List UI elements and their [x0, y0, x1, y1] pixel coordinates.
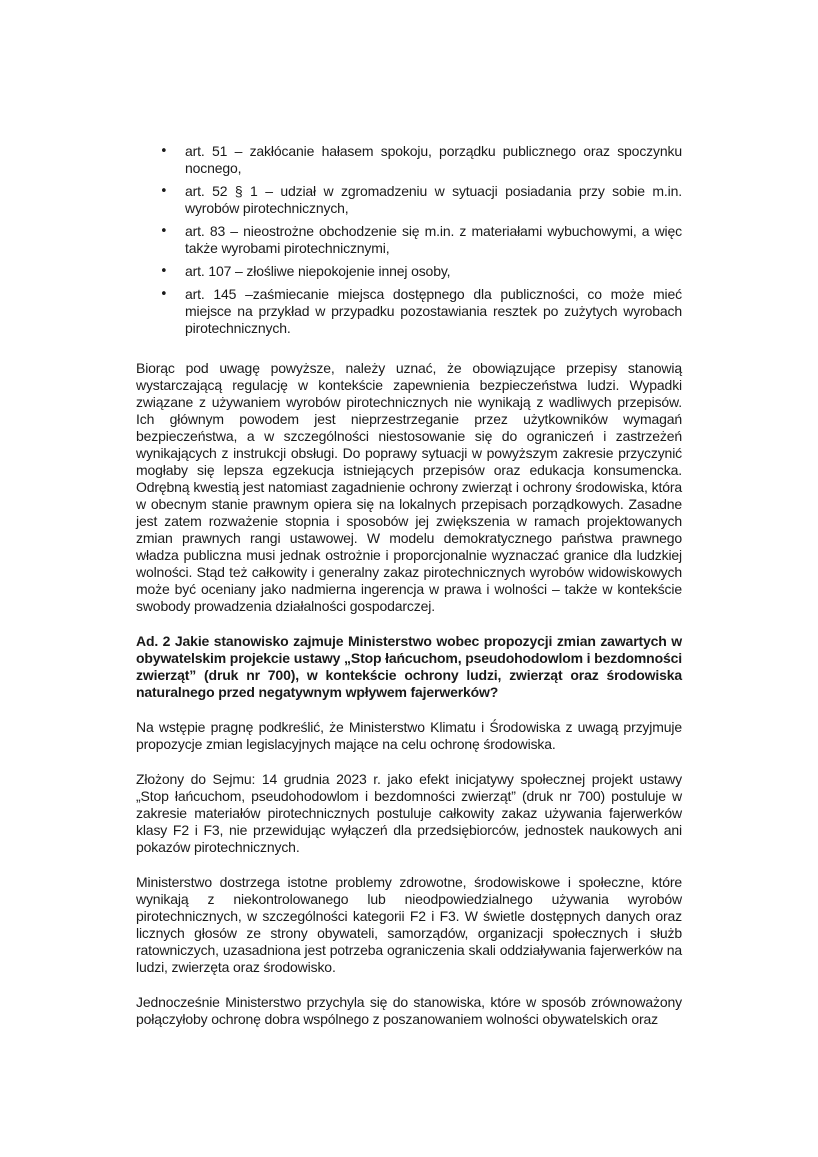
paragraph: Biorąc pod uwagę powyższe, należy uznać, że obowiązujące przepisy stanowią wystarczającą regulację w kontekście zapewnienia bezpieczeństwa ludzi. Wypadki związane z używaniem wyrobów pirotechnicznych nie wynikają z wadliwych przepisów. Ich głównym powodem jest nieprzestrzeganie przez użytkowników wymagań bezpieczeństwa, a w szczególności niestosowanie się do ograniczeń i zastrzeżeń wynikających z instrukcji obsługi. Do poprawy sytuacji w powyższym zakresie przyczynić mogłaby się lepsza egzekucja istniejących przepisów oraz edukacja konsumencka. Odrębną kwestią jest natomiast zagadnienie ochrony zwierząt i ochrony środowiska, która w obecnym stanie prawnym opiera się na lokalnych przepisach porządkowych. Zasadne jest zatem rozważenie stopnia i sposobów jej zwiększenia w ramach projektowanych zmian prawnych rangi ustawowej. W modelu demokratycznego państwa prawnego władza publiczna musi jednak ostrożnie i proporcjonalnie wyznaczać granice dla ludzkiej wolności. Stąd też całkowity i generalny zakaz pirotechnicznych wyrobów widowiskowych może być oceniany jako nadmierna ingerencja w prawa i wolności – także w kontekście swobody prowadzenia działalności gospodarczej.	[136, 360, 682, 614]
spacer	[136, 615, 682, 633]
list-item: • art. 51 – zakłócanie hałasem spokoju, porządku publicznego oraz spoczynku nocnego,	[136, 143, 682, 177]
paragraph: Jednocześnie Ministerstwo przychyla się do stanowiska, które w sposób zrównoważony połączyłoby ochronę dobra wspólnego z poszanowaniem wolności obywatelskich oraz	[136, 994, 682, 1027]
list-item: • art. 83 – nieostrożne obchodzenie się m.in. z materiałami wybuchowymi, a więc także wyrobami pirotechnicznymi,	[136, 223, 682, 257]
document-body	[136, 143, 682, 1028]
spacer	[136, 701, 682, 719]
spacer	[136, 753, 682, 771]
list-item: • art. 145 –zaśmiecanie miejsca dostępnego dla publiczności, co może mieć miejsce na przykład w przypadku pozostawiania resztek po zużytych wyrobach pirotechnicznych.	[136, 286, 682, 337]
spacer	[136, 856, 682, 874]
list-item: • art. 107 – złośliwe niepokojenie innej osoby,	[136, 263, 682, 280]
paragraph: Na wstępie pragnę podkreślić, że Ministerstwo Klimatu i Środowiska z uwagą przyjmuje propozycje zmian legislacyjnych mające na celu ochronę środowiska.	[136, 719, 682, 752]
paragraph: Ministerstwo dostrzega istotne problemy zdrowotne, środowiskowe i społeczne, które wynikają z niekontrolowanego lub nieodpowiedzialnego używania wyrobów pirotechnicznych, w szczególności kategorii F2 i F3. W świetle dostępnych danych oraz licznych głosów ze strony obywateli, samorządów, organizacji społecznych i służb ratowniczych, uzasadniona jest potrzeba ograniczenia skali oddziaływania fajerwerków na ludzi, zwierzęta oraz środowisko.	[136, 874, 682, 975]
article-list	[136, 143, 682, 337]
spacer	[136, 343, 682, 360]
section-heading: Ad. 2 Jakie stanowisko zajmuje Ministerstwo wobec propozycji zmian zawartych w obywatelskim projekcie ustawy „Stop łańcuchom, pseudohodowlom i bezdomności zwierząt” (druk nr 700), w kontekście ochrony ludzi, zwierząt oraz środowiska naturalnego przed negatywnym wpływem fajerwerków?	[136, 633, 682, 700]
spacer	[136, 976, 682, 994]
list-item: • art. 52 § 1 – udział w zgromadzeniu w sytuacji posiadania przy sobie m.in. wyrobów pirotechnicznych,	[136, 183, 682, 217]
paragraph: Złożony do Sejmu: 14 grudnia 2023 r. jako efekt inicjatywy społecznej projekt ustawy „Stop łańcuchom, pseudohodowlom i bezdomności zwierząt” (druk nr 700) postuluje w zakresie materiałów pirotechnicznych postuluje całkowity zakaz używania fajerwerków klasy F2 i F3, nie przewidując wyłączeń dla przedsiębiorców, jednostek naukowych ani pokazów pirotechnicznych.	[136, 771, 682, 855]
